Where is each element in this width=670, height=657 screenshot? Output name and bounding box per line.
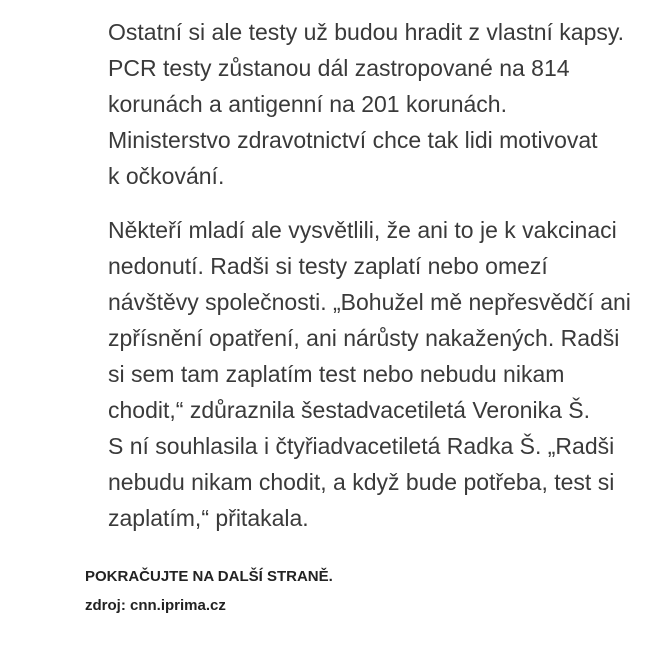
text-line: chodit,“ zdůraznila šestadvacetiletá Veronika Š. — [108, 397, 590, 423]
text-line: nebudu nikam chodit, a když bude potřeba, test si — [108, 469, 615, 495]
text-line: si sem tam zaplatím test nebo nebudu nikam — [108, 361, 565, 387]
source-credit: zdroj: cnn.iprima.cz — [85, 597, 226, 614]
text-line: zaplatím,“ přitakala. — [108, 505, 309, 531]
article-footer — [85, 562, 333, 620]
text-line: Někteří mladí ale vysvětlili, že ani to je k vakcinaci — [108, 217, 617, 243]
text-line: PCR testy zůstanou dál zastropované na 814 — [108, 55, 570, 81]
article-paragraph-1 — [108, 14, 668, 194]
article-paragraph-2 — [108, 212, 668, 536]
continue-notice: POKRAČUJTE NA DALŠÍ STRANĚ. — [85, 568, 333, 585]
text-line: zpřísnění opatření, ani nárůsty nakažených. Radši — [108, 325, 620, 351]
text-line: návštěvy společnosti. „Bohužel mě nepřesvědčí ani — [108, 289, 631, 315]
article-excerpt — [108, 14, 668, 554]
text-line: Ostatní si ale testy už budou hradit z vlastní kapsy. — [108, 19, 625, 45]
text-line: Ministerstvo zdravotnictví chce tak lidi motivovat — [108, 127, 598, 153]
text-line: k očkování. — [108, 163, 225, 189]
text-line: korunách a antigenní na 201 korunách. — [108, 91, 507, 117]
text-line: nedonutí. Radši si testy zaplatí nebo omezí — [108, 253, 548, 279]
text-line: S ní souhlasila i čtyřiadvacetiletá Radka Š. „Radši — [108, 433, 615, 459]
